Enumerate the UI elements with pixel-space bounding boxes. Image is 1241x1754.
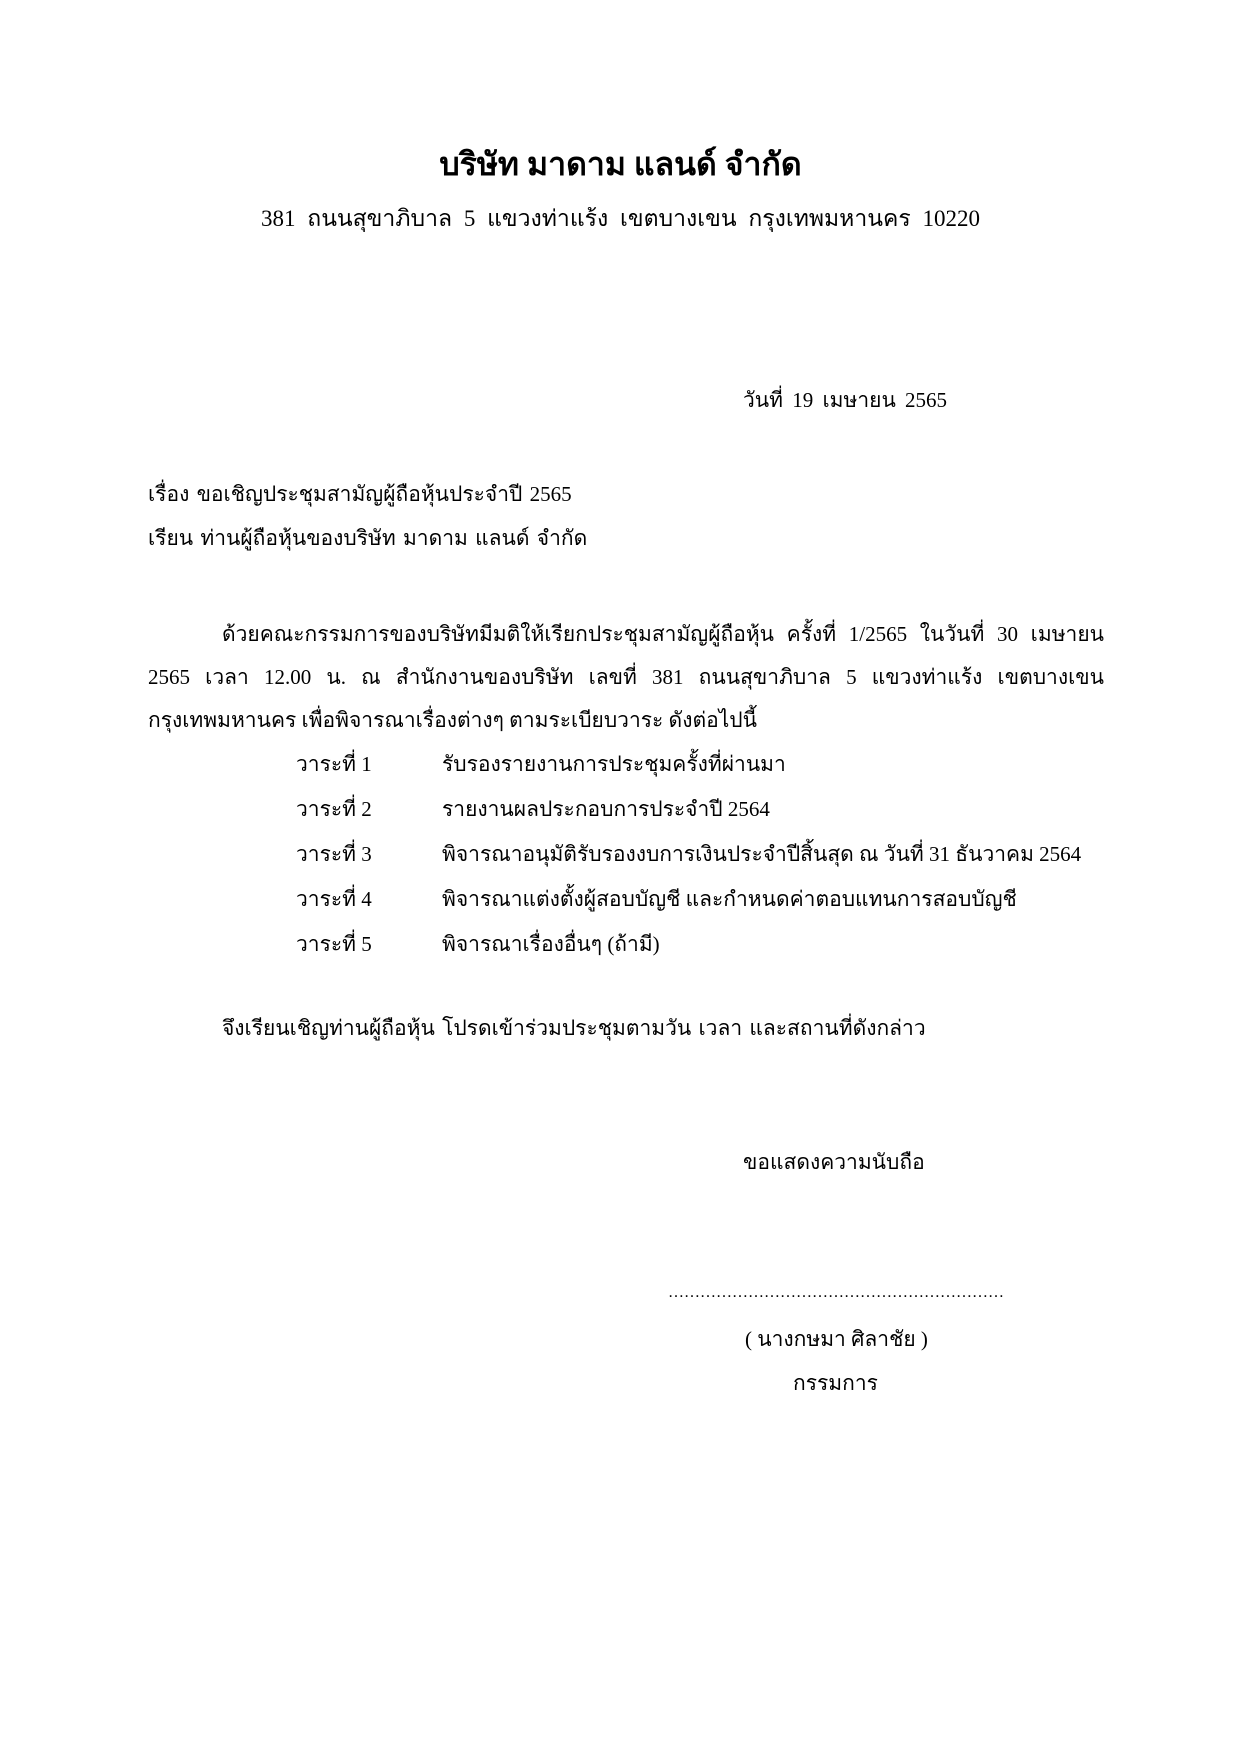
agenda-item-label: วาระที่ 3 [296,842,372,866]
signature-line: ……………………………………………………… [668,1284,1004,1301]
subject-line: เรื่อง ขอเชิญประชุมสามัญผู้ถือหุ้นประจำปี 2565 [148,482,572,506]
body-paragraph [148,613,1104,742]
agenda-item-label: วาระที่ 2 [296,797,372,821]
agenda-item [296,748,1081,793]
signatory-title: กรรมการ [793,1371,878,1395]
agenda-item [296,883,1081,928]
agenda-item-label: วาระที่ 4 [296,887,372,911]
agenda-list [296,748,1081,973]
body-line: กรุงเทพมหานคร เพื่อพิจารณาเรื่องต่างๆ ตามระเบียบวาระ ดังต่อไปนี้ [148,708,757,732]
signatory-name: ( นางกษมา ศิลาชัย ) [745,1327,928,1351]
agenda-item-label: วาระที่ 1 [296,752,372,776]
agenda-item-text: รับรองรายงานการประชุมครั้งที่ผ่านมา [442,752,786,776]
agenda-item-text: พิจารณาแต่งตั้งผู้สอบบัญชี และกำหนดค่าตอบแทนการสอบบัญชี [442,887,1017,911]
agenda-item-text: รายงานผลประกอบการประจำปี 2564 [442,797,770,821]
recipient-line: เรียน ท่านผู้ถือหุ้นของบริษัท มาดาม แลนด์ จำกัด [148,526,588,550]
body-line: 2565 เวลา 12.00 น. ณ สำนักงานของบริษัท เลขที่ 381 ถนนสุขาภิบาล 5 แขวงท่าแร้ง เขตบางเขน [148,665,1104,689]
agenda-item [296,928,1081,973]
agenda-item [296,793,1081,838]
agenda-item-label: วาระที่ 5 [296,932,372,956]
agenda-item-text: พิจารณาเรื่องอื่นๆ (ถ้ามี) [442,932,660,956]
agenda-item [296,838,1081,883]
company-name: บริษัท มาดาม แลนด์ จำกัด [439,146,802,182]
agenda-item-text: พิจารณาอนุมัติรับรองงบการเงินประจำปีสิ้นสุด ณ วันที่ 31 ธันวาคม 2564 [442,842,1082,866]
body-line: ด้วยคณะกรรมการของบริษัทมีมติให้เรียกประชุมสามัญผู้ถือหุ้น ครั้งที่ 1/2565 ในวันที่ 30 เมษายน [222,622,1104,646]
regards-line: ขอแสดงความนับถือ [743,1150,925,1174]
letter-date: วันที่ 19 เมษายน 2565 [743,388,948,412]
closing-statement: จึงเรียนเชิญท่านผู้ถือหุ้น โปรดเข้าร่วมประชุมตามวัน เวลา และสถานที่ดังกล่าว [222,1016,926,1040]
company-address: 381 ถนนสุขาภิบาล 5 แขวงท่าแร้ง เขตบางเขน กรุงเทพมหานคร 10220 [261,206,980,231]
